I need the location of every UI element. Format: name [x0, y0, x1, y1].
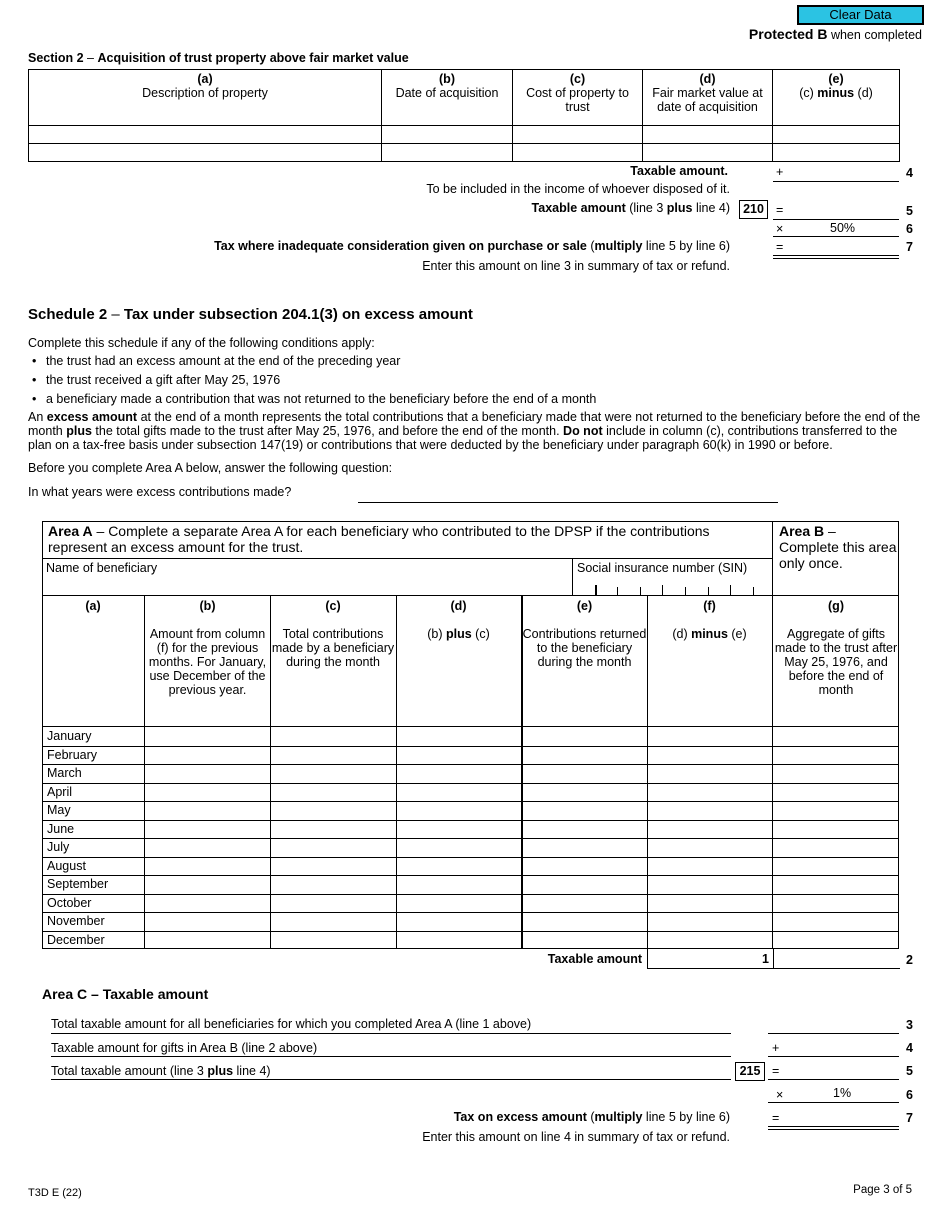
- month-cell-input[interactable]: [271, 821, 396, 838]
- area-c-line4-field[interactable]: [768, 1056, 899, 1057]
- s2-times-sign: ×: [776, 222, 784, 236]
- excess-years-question: In what years were excess contributions made?: [28, 485, 292, 499]
- month-cell-input[interactable]: [523, 802, 647, 819]
- condition-item: • the trust had an excess amount at the end of the preceding year: [32, 354, 596, 368]
- area-a-col-f-header: (f) (d) minus (e): [672, 599, 747, 641]
- month-cell-input[interactable]: [774, 802, 899, 819]
- month-label: January: [47, 729, 92, 743]
- s2-line4-field[interactable]: [773, 181, 899, 182]
- month-cell-input[interactable]: [145, 802, 270, 819]
- area-c-line-5-number: 5: [906, 1064, 913, 1078]
- month-cell-input[interactable]: [774, 821, 899, 838]
- s2-enter-note: Enter this amount on line 3 in summary of tax or refund.: [422, 259, 730, 273]
- s2-line5-field[interactable]: [773, 219, 899, 220]
- col-e-header: (e) (c) minus (d): [773, 70, 900, 126]
- month-cell-input[interactable]: [397, 728, 521, 745]
- month-cell-input[interactable]: [271, 895, 396, 912]
- month-cell-input[interactable]: [145, 765, 270, 782]
- month-label: May: [47, 803, 71, 817]
- month-cell-input[interactable]: [523, 932, 647, 949]
- month-cell-input[interactable]: [271, 858, 396, 875]
- month-cell-input[interactable]: [145, 839, 270, 856]
- month-cell-input[interactable]: [523, 765, 647, 782]
- section2-table: [28, 69, 900, 162]
- area-c-line7-field[interactable]: [768, 1126, 899, 1130]
- row1-cost-field[interactable]: [513, 126, 643, 144]
- excess-years-input[interactable]: [358, 502, 778, 503]
- s2-line5-code: 210: [739, 200, 768, 219]
- s2-line-4-number: 4: [906, 166, 913, 180]
- month-cell-input[interactable]: [648, 784, 772, 801]
- area-c-line-4-number: 4: [906, 1041, 913, 1055]
- area-a-col-e-header: (e) Contributions returned to the beneficiary during the month: [522, 599, 647, 669]
- area-a-col-g-header: (g) Aggregate of gifts made to the trust after May 25, 1976, and before the end of month: [774, 599, 898, 697]
- month-label: April: [47, 784, 73, 799]
- month-cell-input[interactable]: [774, 895, 899, 912]
- month-cell-input[interactable]: [523, 839, 647, 856]
- s2-plus-sign: +: [776, 165, 784, 179]
- s2-line-6-number: 6: [906, 222, 913, 236]
- sin-input[interactable]: [590, 585, 770, 595]
- month-cell-input[interactable]: [523, 784, 647, 801]
- month-cell-input[interactable]: [271, 839, 396, 856]
- area-a-taxable-amount-label: Taxable amount: [547, 952, 642, 966]
- month-cell-input[interactable]: [774, 728, 899, 745]
- s2-line-7-number: 7: [906, 240, 913, 254]
- condition-item: • the trust received a gift after May 25, 1976: [32, 373, 596, 387]
- area-c-line5-field[interactable]: [768, 1079, 899, 1080]
- month-cell-input[interactable]: [774, 858, 899, 875]
- before-question-text: Before you complete Area A below, answer the following question:: [28, 461, 393, 475]
- month-cell-input[interactable]: [648, 728, 772, 745]
- area-a-col-d-header: (d) (b) plus (c): [427, 599, 490, 641]
- area-a-title: Area A – Complete a separate Area A for each beneficiary who contributed to the DPSP if the contributions represent an excess amount for the trust.: [48, 523, 710, 555]
- s2-taxable-amount-label: Taxable amount.: [630, 164, 728, 178]
- month-label: September: [47, 877, 109, 891]
- month-cell-input[interactable]: [145, 747, 270, 764]
- col-c-header: (c) Cost of property to trust: [513, 70, 643, 126]
- month-label: August: [47, 858, 86, 873]
- month-cell-input[interactable]: [774, 765, 899, 782]
- month-cell-input[interactable]: [145, 858, 270, 875]
- month-cell-input[interactable]: [145, 932, 270, 949]
- month-cell-input[interactable]: [523, 876, 647, 893]
- s2-line5-label: Taxable amount (line 3 plus line 4): [531, 201, 730, 215]
- row2-fmv-field[interactable]: [643, 144, 773, 162]
- month-cell-input[interactable]: [648, 858, 772, 875]
- month-cell-input[interactable]: [271, 932, 396, 949]
- month-cell-input[interactable]: [145, 895, 270, 912]
- row1-difference-field[interactable]: [773, 126, 900, 144]
- month-cell-input[interactable]: [145, 913, 270, 930]
- row2-difference-field[interactable]: [773, 144, 900, 162]
- area-c-line-6-number: 6: [906, 1088, 913, 1102]
- month-cell-input[interactable]: [648, 821, 772, 838]
- col-a-header: (a) Description of property: [29, 70, 382, 126]
- month-cell-input[interactable]: [648, 913, 772, 930]
- month-label: October: [47, 895, 92, 910]
- month-label: December: [47, 932, 105, 947]
- month-cell-input[interactable]: [397, 858, 521, 875]
- month-cell-input[interactable]: [523, 895, 647, 912]
- area-b-line2-field[interactable]: [773, 949, 900, 969]
- month-cell-input[interactable]: [523, 747, 647, 764]
- month-cell-input[interactable]: [397, 747, 521, 764]
- month-cell-input[interactable]: [145, 728, 270, 745]
- area-a-line1-field[interactable]: [647, 949, 773, 969]
- month-cell-input[interactable]: [523, 913, 647, 930]
- month-cell-input[interactable]: [648, 839, 772, 856]
- row1-description-field[interactable]: [29, 126, 382, 144]
- clear-data-button[interactable]: Clear Data: [797, 5, 924, 25]
- month-cell-input[interactable]: [648, 932, 772, 949]
- month-cell-input[interactable]: [523, 728, 647, 745]
- month-label: June: [47, 821, 75, 836]
- month-cell-input[interactable]: [523, 858, 647, 875]
- area-c-rate: 1%: [833, 1086, 852, 1100]
- month-cell-input[interactable]: [523, 821, 647, 838]
- month-cell-input[interactable]: [271, 802, 396, 819]
- s2-rate: 50%: [830, 221, 856, 235]
- month-cell-input[interactable]: [648, 895, 772, 912]
- area-b-line-2-number: 2: [906, 953, 913, 967]
- month-label: February: [47, 747, 98, 762]
- area-c-line3-field[interactable]: [768, 1033, 899, 1034]
- area-c-line-3-number: 3: [906, 1018, 913, 1032]
- month-cell-input[interactable]: [648, 765, 772, 782]
- area-c-line6-underline: [768, 1102, 899, 1103]
- form-identifier: T3D E (22): [28, 1187, 82, 1199]
- month-label: March: [47, 766, 82, 780]
- month-cell-input[interactable]: [648, 876, 772, 893]
- area-c-title: Area C – Taxable amount: [42, 986, 209, 1002]
- area-c-plus-sign: +: [772, 1041, 780, 1055]
- area-a-col-c-header: (c) Total contributions made by a beneficiary during the month: [271, 599, 395, 669]
- month-cell-input[interactable]: [774, 747, 899, 764]
- month-cell-input[interactable]: [397, 895, 521, 912]
- page-number: Page 3 of 5: [853, 1184, 912, 1196]
- area-c-line5-code: 215: [735, 1062, 765, 1081]
- month-cell-input[interactable]: [648, 747, 772, 764]
- month-cell-input[interactable]: [271, 876, 396, 893]
- month-cell-input[interactable]: [271, 747, 396, 764]
- month-cell-input[interactable]: [271, 913, 396, 930]
- month-cell-input[interactable]: [271, 784, 396, 801]
- s2-line7-label: Tax where inadequate consideration given on purchase or sale (multiply line 5 by line 6): [214, 239, 730, 253]
- area-c-line3-label: Total taxable amount for all beneficiaries for which you completed Area A (line 1 above): [51, 1017, 532, 1031]
- month-cell-input[interactable]: [271, 728, 396, 745]
- s2-line7-equals: =: [776, 240, 784, 254]
- month-label: November: [47, 914, 105, 928]
- condition-item: • a beneficiary made a contribution that was not returned to the beneficiary before the end of a month: [32, 392, 596, 406]
- area-c-line4-label: Taxable amount for gifts in Area B (line 2 above): [51, 1041, 318, 1055]
- area-a-col-a-header: (a): [85, 599, 101, 613]
- schedule2-title: Schedule 2 – Tax under subsection 204.1(3) on excess amount: [28, 306, 473, 323]
- area-c-line7-label: Tax on excess amount (multiply line 5 by line 6): [453, 1110, 730, 1124]
- protected-b-label: Protected B when completed: [748, 26, 922, 42]
- month-cell-input[interactable]: [271, 765, 396, 782]
- row1-date-field[interactable]: [382, 126, 513, 144]
- s2-line-5-number: 5: [906, 204, 913, 218]
- month-cell-input[interactable]: [145, 784, 270, 801]
- month-cell-input[interactable]: [145, 876, 270, 893]
- month-cell-input[interactable]: [774, 876, 899, 893]
- month-cell-input[interactable]: [397, 913, 521, 930]
- area-c-line5-label: Total taxable amount (line 3 plus line 4): [51, 1064, 271, 1078]
- row1-fmv-field[interactable]: [643, 126, 773, 144]
- excess-amount-paragraph: An excess amount at the end of a month represents the total contributions that a beneficiary made that were not returned to the beneficiary before the end of the month plus the total gifts made to the trust after May 25, 1976, and before the end of the month. Do not include in column (c), contributions transferred to the plan on a tax-free basis under subsection 147(19) or contributions that were deducted by the beneficiary under paragraph 60(k) in 1990 or before.: [28, 410, 921, 452]
- area-c-enter-note: Enter this amount on line 4 in summary of tax or refund.: [422, 1130, 730, 1144]
- row2-cost-field[interactable]: [513, 144, 643, 162]
- area-c-line7-equals: =: [772, 1111, 780, 1125]
- col-b-header: (b) Date of acquisition: [382, 70, 513, 126]
- s2-included-note: To be included in the income of whoever disposed of it.: [426, 182, 730, 196]
- area-a-col-b-header: (b) Amount from column (f) for the previous months. For January, use December of the previous year.: [148, 599, 267, 697]
- month-cell-input[interactable]: [774, 932, 899, 949]
- area-c-equals-sign: =: [772, 1064, 780, 1078]
- s2-line6-underline: [773, 236, 899, 237]
- month-cell-input[interactable]: [774, 839, 899, 856]
- month-cell-input[interactable]: [145, 821, 270, 838]
- area-a-line-1-number: 1: [762, 952, 769, 966]
- beneficiary-name-input[interactable]: [46, 577, 566, 593]
- row2-date-field[interactable]: [382, 144, 513, 162]
- month-cell-input[interactable]: [397, 802, 521, 819]
- area-c-times-sign: ×: [776, 1088, 784, 1102]
- month-cell-input[interactable]: [397, 765, 521, 782]
- month-cell-input[interactable]: [397, 784, 521, 801]
- beneficiary-name-label: Name of beneficiary: [46, 561, 158, 575]
- s2-line7-field[interactable]: [773, 255, 899, 259]
- conditions-list: [32, 354, 596, 411]
- s2-equals-sign: =: [776, 203, 784, 217]
- col-d-header: (d) Fair market value at date of acquisition: [643, 70, 773, 126]
- area-b-title: Area B – Complete this area only once.: [779, 523, 897, 571]
- month-cell-input[interactable]: [648, 802, 772, 819]
- section2-title: Section 2 – Acquisition of trust property above fair market value: [28, 51, 409, 65]
- month-cell-input[interactable]: [774, 913, 899, 930]
- month-cell-input[interactable]: [774, 784, 899, 801]
- row2-description-field[interactable]: [29, 144, 382, 162]
- schedule2-intro: Complete this schedule if any of the following conditions apply:: [28, 336, 375, 350]
- area-c-line-7-number: 7: [906, 1111, 913, 1125]
- month-label: July: [47, 840, 70, 854]
- month-cell-input[interactable]: [397, 876, 521, 893]
- sin-label: Social insurance number (SIN): [577, 561, 748, 575]
- month-cell-input[interactable]: [397, 821, 521, 838]
- month-cell-input[interactable]: [397, 932, 521, 949]
- month-cell-input[interactable]: [397, 839, 521, 856]
